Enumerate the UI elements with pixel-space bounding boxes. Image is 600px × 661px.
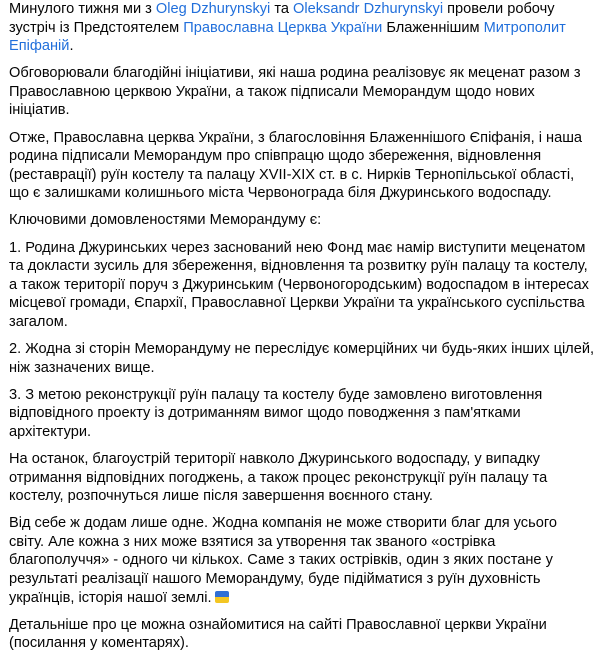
intro-text-5: . <box>69 38 74 55</box>
intro-text-4: Блаженнішим <box>382 19 484 36</box>
post-paragraph-2: Обговорювали благодійні ініціативи, які наша родина реалізовує як меценат разом з Православною церквою України, а також підписали Меморандум щодо нових ініціатив. <box>9 65 581 119</box>
post-paragraph-9 <box>9 514 595 607</box>
post-paragraph-8: На останок, благоустрій території навколо Джуринського водоспаду, у випадку отримання відповідних погоджень, а також процес реконструкції руїн палацу та костелу, розпочнуться лише після завершення воєнного стану. <box>9 450 548 505</box>
intro-text-2: та <box>270 1 294 17</box>
post-paragraph-6: 2. Жодна зі сторін Меморандуму не переслідує комерційних чи будь-яких інших цілей, ніж зазначених вище. <box>9 341 595 376</box>
page-link-church[interactable]: Православна Церква України <box>183 19 383 36</box>
post-paragraph-10: Детальніше про це можна ознайомитися на сайті Православної церкви України (посилання у коментарях). <box>9 616 547 652</box>
post-body <box>9 0 595 661</box>
profile-link-oleg[interactable]: Oleg Dzhurynskyi <box>155 1 271 17</box>
post-paragraph-3: Отже, Православна церква України, з благословіння Блаженнішого Єпіфанія, і наша родина підписали Меморандум про співпрацю щодо збереження, відновлення (реставрації) руїн костелу та палацу XVII-XIX ст. в с. Нирків Тернопільської області, що є залишками колишнього міста Червонограда біля Джуринського водоспаду. <box>9 129 583 202</box>
intro-text-3: провели робочу зустріч із Предстоятелем <box>9 1 555 36</box>
profile-link-oleksandr[interactable]: Oleksandr Dzhurynskyi <box>293 1 444 17</box>
ukraine-flag-icon <box>215 591 229 603</box>
post-paragraph-5: 1. Родина Джуринських через заснований нею Фонд має намір виступити меценатом та докласти зусиль для збереження, відновлення та розвитку руїн палацу та костелу, а також території поруч з Джуринським (Червоногородським) водоспадом в інтересах місцевої громади, Єпархії, Православної Церкви України та українського суспільства загалом. <box>9 239 589 330</box>
page-link-metropolitan[interactable]: Митрополит Епіфаній <box>9 19 566 55</box>
post-paragraph-intro <box>9 0 595 56</box>
paragraph-9-text: Від себе ж додам лише одне. Жодна компанія не може створити благ для усього світу. Але кожна з них може взятися за утворення так званого «острівка благополуччя» - одного чи кількох. Саме з таких острівків, один з яких постане у результаті реалізації нашого Меморандуму, буде підійматися з руїн духовність українців, історія нашої землі. <box>9 515 557 606</box>
post-paragraph-4: Ключовими домовленостями Меморандуму є: <box>9 212 322 229</box>
post-paragraph-7: 3. З метою реконструкції руїн палацу та костелу буде замовлено виготовлення відповідного проекту із дотриманням вимог щодо поводження з пам'ятками архітектури. <box>9 386 543 440</box>
intro-text-1: Минулого тижня ми з <box>9 1 156 17</box>
